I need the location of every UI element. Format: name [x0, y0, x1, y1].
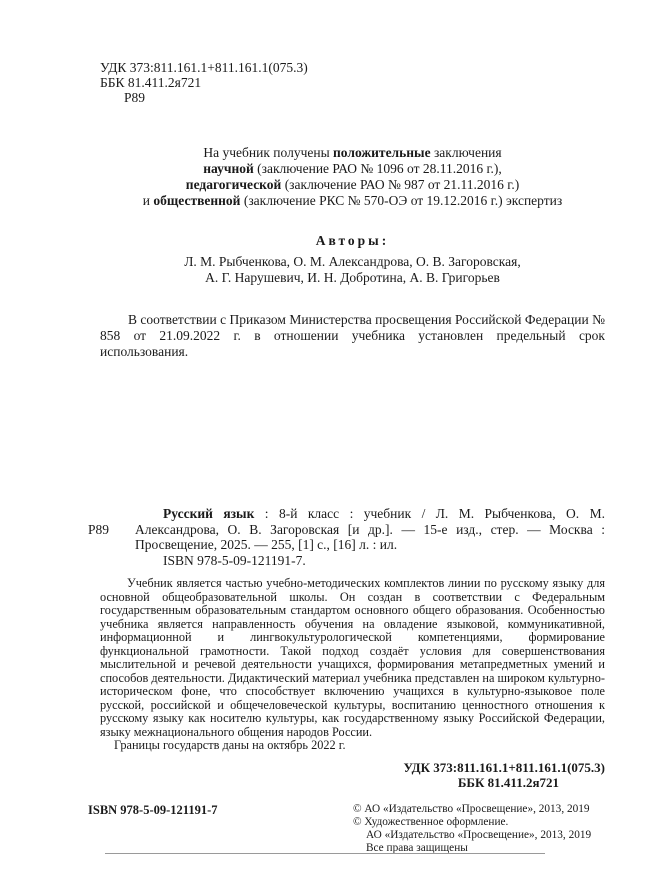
expertise-4-pre: и: [142, 193, 154, 208]
footer-block: [88, 802, 605, 855]
udk-top: УДК 373:811.161.1+811.161.1(075.3): [100, 60, 308, 75]
catalog-entry: [135, 506, 605, 553]
top-codes-block: [100, 60, 605, 105]
copyright-line-3: АО «Издательство «Просвещение», 2013, 2019: [366, 828, 592, 841]
catalog-description: : 8-й класс : учебник / Л. М. Рыбченкова, О. М. Александрова, О. В. Загоровская [и др.]. — 15-е изд., стер. — Москва : Просвещение, 2025. — 255, [1] с., [16] л. : ил.: [135, 506, 605, 552]
expertise-2-rest: (заключение РАО № 1096 от 28.11.2016 г.),: [253, 161, 502, 176]
authors-line-1: Л. М. Рыбченкова, О. М. Александрова, О. В. Загоровская,: [184, 254, 521, 269]
expertise-4-rest: (заключение РКС № 570-ОЭ от 19.12.2016 г.) экспертиз: [240, 193, 563, 208]
expertise-line-1: [100, 145, 605, 161]
bbk-bottom: ББК 81.411.2я721: [457, 774, 559, 790]
footer-isbn: ISBN 978-5-09-121191-7: [88, 802, 218, 817]
footer-rule: [105, 853, 545, 854]
expertise-line-2: [100, 161, 605, 177]
copyright-line-1: © АО «Издательство «Просвещение», 2013, 2019: [353, 802, 590, 815]
catalog-title: Русский язык: [163, 506, 255, 521]
authors-block: [100, 233, 605, 286]
expertise-1-bold: положительные: [333, 145, 431, 160]
expertise-1-pre: На учебник получены: [203, 145, 334, 160]
book-code-top: Р89: [124, 90, 146, 105]
catalog-isbn: ISBN 978-5-09-121191-7.: [163, 552, 306, 568]
book-code-margin: Р89: [88, 521, 110, 537]
expertise-2-bold: научной: [203, 161, 254, 176]
annotation-block: [100, 577, 605, 753]
expertise-4-bold: общественной: [153, 193, 241, 208]
annotation-paragraph: Учебник является частью учебно-методических комплектов линии по русскому языку для основной общеобразовательной школы. Он создан в соответствии с Федеральным государственным образовательным стандартом основного общего образования. Особенностью учебника является направленность обучения на овладение языковой, коммуникативной, информационной и лингвокультурологической компетенциями, формирование функциональной грамотности. Такой подход создаёт условия для совершенствования мыслительной и речевой деятельности учащихся, формирования метапредметных умений и способов деятельности. Дидактический материал учебника представлен на широком культурно-историческом фоне, что способствует включению учащихся в культурно-языковое поле русской, российской и общечеловеческой культуры, воспитанию ценностного отношения к русскому языку как носителю культуры, как государственному языку Российской Федерации, языку межнационального общения народов России.: [100, 576, 605, 739]
expertise-line-4: [100, 193, 605, 209]
expertise-3-rest: (заключение РАО № 987 от 21.11.2016 г.): [281, 177, 520, 192]
bottom-codes-block: [100, 760, 605, 790]
authors-line-2: А. Г. Нарушевич, И. Н. Добротина, А. В. Григорьев: [205, 270, 500, 285]
expertise-line-3: [100, 177, 605, 193]
catalog-card: [88, 506, 605, 568]
copyright-line-2: © Художественное оформление.: [353, 815, 509, 828]
borders-note: Границы государств даны на октябрь 2022 г.: [114, 738, 346, 752]
expertise-1-post: заключения: [430, 145, 502, 160]
copyright-block: [353, 803, 605, 855]
udk-bottom: УДК 373:811.161.1+811.161.1(075.3): [403, 759, 605, 775]
expertise-block: [100, 145, 605, 209]
expertise-3-bold: педагогической: [185, 177, 282, 192]
authors-heading: Авторы:: [315, 233, 390, 248]
decree-paragraph: В соответствии с Приказом Министерства просвещения Российской Федерации № 858 от 21.09.2022 г. в отношении учебника установлен предельный срок использования.: [100, 312, 605, 359]
copyright-line-4: Все права защищены: [366, 841, 468, 854]
bbk-top: ББК 81.411.2я721: [100, 75, 202, 90]
